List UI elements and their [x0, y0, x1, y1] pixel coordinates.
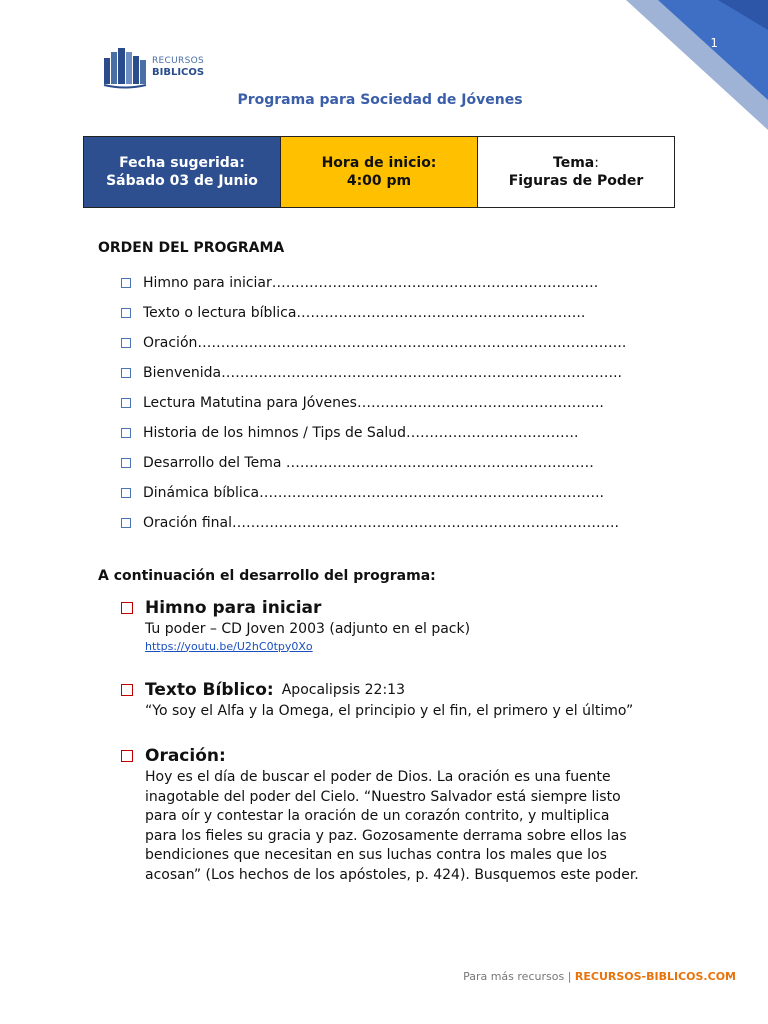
fecha-cell: [84, 137, 281, 207]
info-table: [83, 136, 675, 208]
corner-decoration: [588, 0, 768, 130]
logo: [102, 44, 204, 90]
texto-reference: Apocalipsis 22:13: [281, 682, 405, 698]
order-list: [121, 268, 626, 538]
himno-section: [121, 598, 470, 653]
checkbox-icon: [121, 308, 131, 318]
checkbox-icon: [121, 684, 133, 696]
list-item: Bienvenida…………………………………………………………………………..: [121, 358, 626, 388]
list-item: Dinámica bíblica………………………………………………………………..: [121, 478, 626, 508]
list-item: Himno para iniciar…………………………………………………………….: [121, 268, 626, 298]
oracion-line: bendiciones que necesitan en sus luchas contra los males que los: [145, 847, 607, 863]
checkbox-icon: [121, 428, 131, 438]
list-item: Desarrollo del Tema …………………………………………………………: [121, 448, 626, 478]
footer-text: Para más recursos: [463, 970, 565, 983]
oracion-line: para los fieles su gracia y paz. Gozosamente derrama sobre ellos las: [145, 827, 627, 844]
tema-colon: :: [594, 155, 599, 171]
tema-value: Figuras de Poder: [508, 173, 644, 189]
logo-line2: BIBLICOS: [152, 67, 205, 78]
list-item: Oración final………………………………………………………………………..: [121, 508, 626, 538]
logo-line1: RECURSOS: [152, 56, 204, 66]
oracion-section: [121, 746, 639, 885]
books-logo-icon: [102, 44, 148, 90]
order-title: ORDEN DEL PROGRAMA: [98, 240, 285, 256]
texto-title: Texto Bíblico:: [145, 680, 274, 700]
list-item: Historia de los himnos / Tips de Salud……………………………….: [121, 418, 626, 448]
texto-section: [121, 680, 633, 722]
oracion-line: Hoy es el día de buscar el poder de Dios. La oración es una fuente: [145, 769, 611, 785]
footer: [463, 970, 736, 983]
fecha-label: Fecha sugerida:: [119, 155, 245, 171]
footer-separator: |: [567, 970, 572, 983]
oracion-body: [145, 768, 639, 885]
himno-body: Tu poder – CD Joven 2003 (adjunto en el pack): [145, 621, 471, 637]
checkbox-icon: [121, 602, 133, 614]
checkbox-icon: [121, 368, 131, 378]
hora-label: Hora de inicio:: [321, 155, 437, 171]
oracion-title: Oración:: [145, 746, 226, 766]
checkbox-icon: [121, 458, 131, 468]
document-title: Programa para Sociedad de Jóvenes: [237, 92, 523, 108]
checkbox-icon: [121, 488, 131, 498]
list-item: Oración………………………………………………………………………………..: [121, 328, 626, 358]
oracion-line: para oír y contestar la oración de un corazón contrito, y multiplica: [145, 808, 610, 824]
oracion-line: inagotable del poder del Cielo. “Nuestro Salvador está siempre listo: [145, 788, 621, 805]
checkbox-icon: [121, 278, 131, 288]
tema-label: Tema: [553, 155, 595, 171]
oracion-line: acosan” (Los hechos de los apóstoles, p. 424). Busquemos este poder.: [145, 866, 639, 883]
checkbox-icon: [121, 518, 131, 528]
footer-site-link[interactable]: RECURSOS-BIBLICOS.COM: [574, 970, 736, 983]
fecha-value: Sábado 03 de Junio: [106, 173, 258, 189]
hora-value: 4:00 pm: [346, 173, 412, 189]
texto-body: “Yo soy el Alfa y la Omega, el principio y el fin, el primero y el último”: [145, 703, 634, 719]
page-number: 1: [710, 36, 718, 50]
list-item: Lectura Matutina para Jóvenes……………………………………………..: [121, 388, 626, 418]
checkbox-icon: [121, 398, 131, 408]
list-item: Texto o lectura bíblica……………………………………………………..: [121, 298, 626, 328]
checkbox-icon: [121, 338, 131, 348]
youtube-link[interactable]: https://youtu.be/U2hC0tpy0Xo: [145, 639, 313, 653]
development-title: A continuación el desarrollo del programa:: [98, 568, 436, 584]
checkbox-icon: [121, 750, 133, 762]
hora-cell: [281, 137, 478, 207]
himno-title: Himno para iniciar: [145, 598, 322, 618]
tema-cell: [478, 137, 674, 207]
